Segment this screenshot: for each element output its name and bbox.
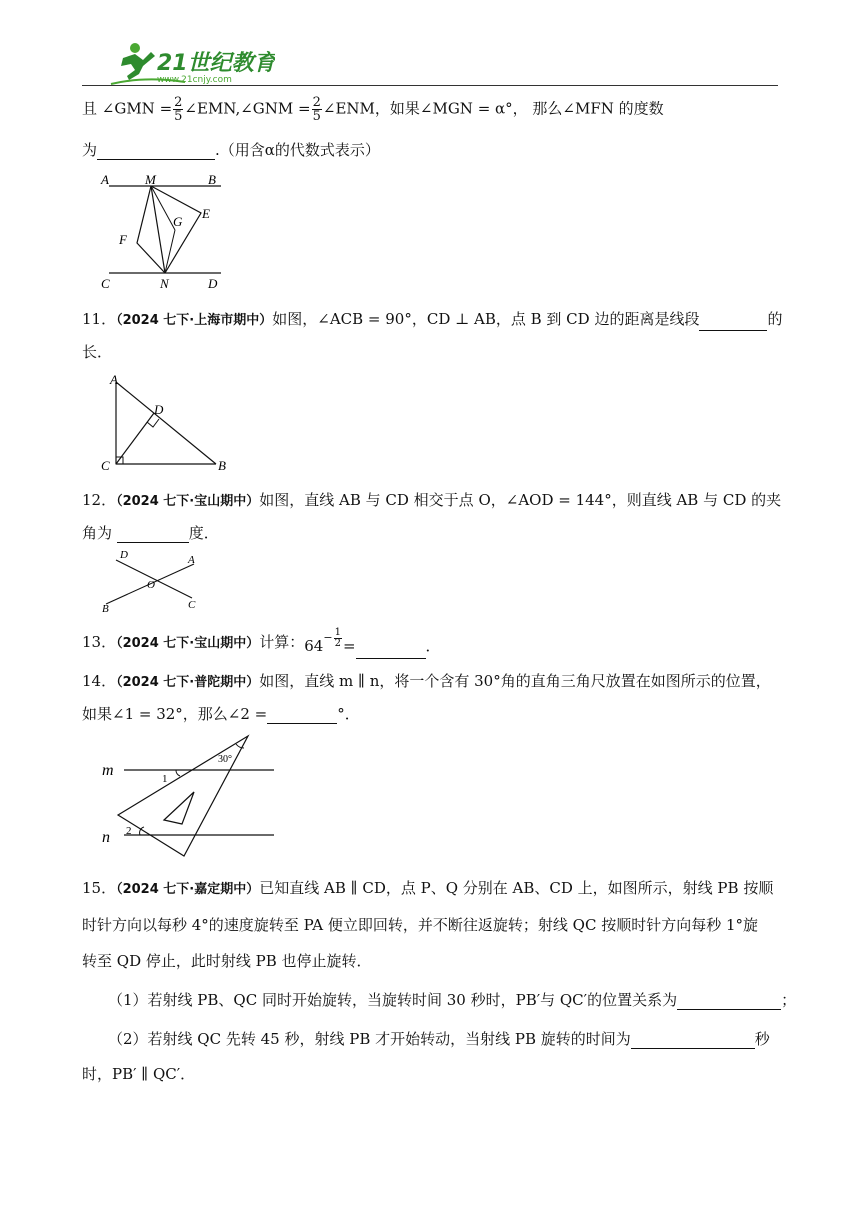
q15-source-tag: （2024 七下·嘉定期中） (116, 882, 260, 897)
q12-label-B: B (102, 603, 109, 615)
q11-figure (98, 370, 238, 474)
q12-label-A: A (188, 554, 195, 566)
q14-answer-blank[interactable] (267, 707, 337, 724)
q13-number: 13． (82, 633, 117, 651)
q10-label-E: E (202, 206, 210, 221)
q14-label-30deg: 30° (218, 754, 232, 765)
q14-line2-suffix: °． (337, 705, 360, 723)
q13-base: 64 (304, 637, 324, 655)
q15-sub2-text: （2）若射线 QC 先转 45 秒，射线 PB 才开始转动，当射线 PB 旋转的时间为 (108, 1030, 631, 1048)
q15-line3-text: 转至 QD 停止，此时射线 PB 也停止旋转． (82, 952, 372, 970)
q14-text: 如图，直线 m ∥ n，将一个含有 30°角的直角三角尺放置在如图所示的位置， (259, 672, 771, 690)
q10-text-a: 且 ∠GMN = (82, 99, 173, 118)
q14-line1 (82, 671, 771, 693)
q12-line2-suffix: 度． (188, 524, 219, 542)
q12-source-tag: （2024 七下·宝山期中） (116, 494, 260, 509)
q15-line2-text: 时针方向以每秒 4°的速度旋转至 PA 便立即回转，并不断往返旋转；射线 QC 按顺时针方向每秒 1°旋 (82, 916, 759, 934)
q15-sub2-line2 (82, 1064, 195, 1084)
q10-label-A: A (101, 172, 109, 187)
q15-number: 15． (82, 879, 117, 897)
q11-label-A: A (110, 372, 118, 387)
q13-source-tag: （2024 七下·宝山期中） (116, 636, 260, 651)
q15-sub2-line2-text: 时，PB′ ∥ QC′． (82, 1065, 196, 1083)
q11-line2 (82, 342, 112, 362)
q12-figure (96, 546, 208, 616)
q13-line1 (82, 626, 441, 655)
q12-line2-prefix: 角为 (82, 524, 113, 542)
q12-label-O: O (147, 579, 155, 591)
q11-label-D: D (154, 402, 164, 417)
q15-sub2-answer-blank[interactable] (631, 1032, 755, 1049)
q10-fraction-2: $\frac{2}{5}$ (312, 95, 321, 124)
q10-label-G: G (173, 214, 183, 229)
q12-label-C: C (188, 599, 196, 611)
q10-line2-prefix: 为 (82, 141, 98, 159)
q15-sub2 (108, 1029, 770, 1049)
q15-line2 (82, 915, 758, 935)
q12-number: 12． (82, 491, 117, 509)
q10-line1 (82, 96, 664, 123)
q15-line3 (82, 951, 372, 971)
q10-line2 (82, 140, 380, 160)
q13-equals: = (342, 637, 356, 655)
q15-text: 已知直线 AB ∥ CD，点 P、Q 分别在 AB、CD 上，如图所示，射线 PB 按顺 (259, 879, 774, 897)
q10-line2-suffix: .（用含α的代数式表示） (215, 141, 380, 159)
q12-text: 如图，直线 AB 与 CD 相交于点 O，∠AOD = 144°，则直线 AB 与 CD 的夹 (259, 491, 782, 509)
q10-label-D: D (208, 276, 218, 291)
q11-source-tag: （2024 七下·上海市期中） (116, 313, 273, 328)
logo-title: 21世纪教育 (157, 51, 275, 76)
q10-text-b: ∠EMN,∠GNM = (184, 99, 311, 118)
q10-label-C: C (101, 276, 110, 291)
q14-label-m: m (102, 762, 114, 779)
q11-line2-text: 长． (82, 343, 113, 361)
q14-figure (96, 730, 278, 860)
q10-figure (95, 168, 235, 293)
q15-sub1 (108, 990, 796, 1010)
q14-line2 (82, 704, 360, 724)
q11-text-end: 的 (767, 310, 783, 328)
q10-label-F: F (119, 232, 127, 247)
q11-text: 如图，∠ACB = 90°，CD ⊥ AB，点 B 到 CD 边的距离是线段 (272, 310, 700, 328)
q15-sub1-text: （1）若射线 PB、QC 同时开始旋转，当旋转时间 30 秒时，PB′与 QC′的位置关系为 (108, 991, 678, 1009)
q13-exponent: − 1 2 (323, 626, 341, 649)
q11-answer-blank[interactable] (699, 314, 767, 331)
header-rule (82, 85, 778, 86)
q15-sub1-answer-blank[interactable] (677, 993, 781, 1010)
logo-url: www.21cnjy.com (157, 75, 232, 85)
q11-number: 11． (82, 310, 117, 328)
q10-fraction-1: $\frac{2}{5}$ (174, 95, 183, 124)
q10-label-M: M (145, 172, 156, 187)
q10-answer-blank[interactable] (97, 143, 215, 160)
q12-answer-blank[interactable] (117, 526, 189, 543)
site-logo (105, 40, 275, 86)
q14-label-angle2: 2 (126, 825, 132, 837)
q11-label-B: B (218, 458, 226, 473)
q13-text: 计算： (259, 633, 305, 651)
q15-sub1-end: ； (781, 991, 797, 1009)
q14-number: 14． (82, 672, 117, 690)
q10-label-N: N (160, 276, 169, 291)
runner-logo-icon (105, 40, 275, 86)
q12-line1 (82, 490, 781, 512)
q15-sub2-end: 秒 (754, 1030, 770, 1048)
q12-line2 (82, 523, 219, 543)
q12-label-D: D (120, 549, 128, 561)
q10-text-c: ∠ENM，如果∠MGN = α°， 那么∠MFN 的度数 (322, 99, 664, 118)
q14-source-tag: （2024 七下·普陀期中） (116, 675, 260, 690)
q11-line1 (82, 309, 782, 331)
q13-end: ． (425, 637, 441, 655)
q15-line1 (82, 878, 773, 900)
q14-label-n: n (102, 829, 110, 846)
q14-line2-prefix: 如果∠1 = 32°，那么∠2 = (82, 705, 268, 723)
q10-label-B: B (208, 172, 216, 187)
q11-label-C: C (101, 458, 110, 473)
q14-label-angle1: 1 (162, 773, 168, 785)
q13-answer-blank[interactable] (356, 642, 426, 659)
